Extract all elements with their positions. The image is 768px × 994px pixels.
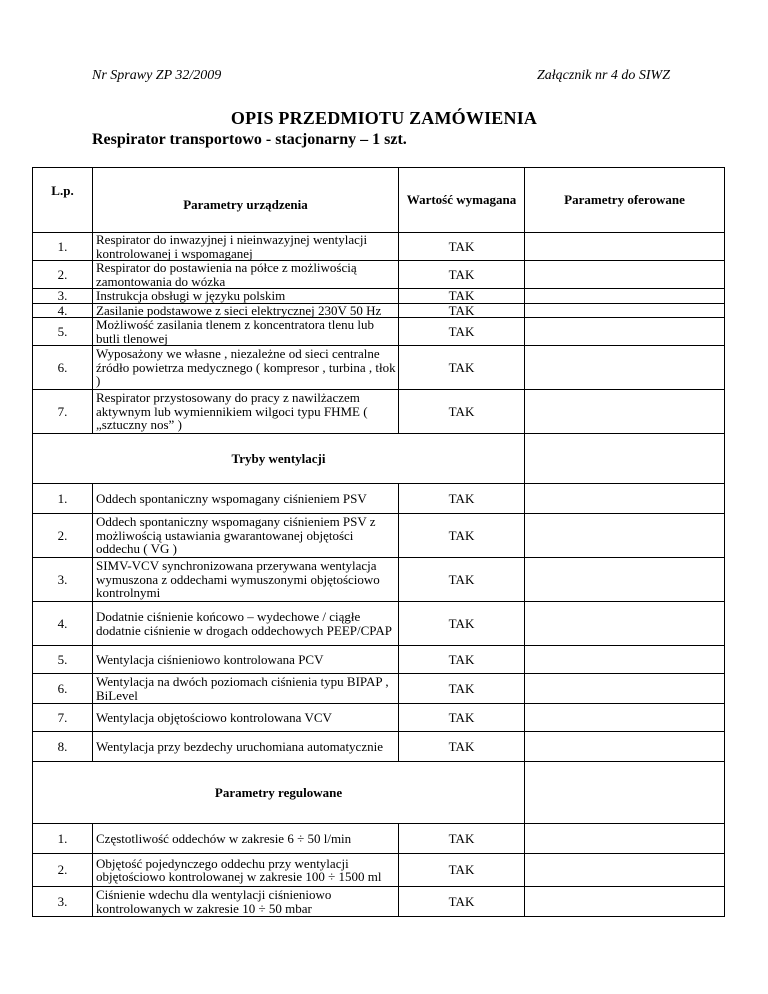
- row-offered-value[interactable]: [525, 854, 725, 887]
- document-subtitle: Respirator transportowo - stacjonarny – 1 szt.: [92, 131, 407, 148]
- row-offered-value[interactable]: [525, 824, 725, 854]
- row-offered-value[interactable]: [525, 732, 725, 762]
- row-parameter: Wentylacja ciśnieniowo kontrolowana PCV: [93, 646, 399, 674]
- row-number: 1.: [33, 484, 93, 514]
- row-parameter: Wentylacja przy bezdechy uruchomiana automatycznie: [93, 732, 399, 762]
- row-offered-value[interactable]: [525, 233, 725, 261]
- row-required-value: TAK: [399, 261, 525, 289]
- row-number: 4.: [33, 602, 93, 646]
- table-row: [33, 261, 725, 289]
- row-required-value: TAK: [399, 289, 525, 304]
- row-offered-value[interactable]: [525, 887, 725, 917]
- table-row: [33, 514, 725, 558]
- row-required-value: TAK: [399, 854, 525, 887]
- row-offered-value[interactable]: [525, 484, 725, 514]
- table-row: [33, 824, 725, 854]
- row-parameter: Oddech spontaniczny wspomagany ciśnieniem PSV: [93, 484, 399, 514]
- row-required-value: TAK: [399, 346, 525, 390]
- row-offered-value[interactable]: [525, 704, 725, 732]
- section-ventilation-modes-title: Tryby wentylacji: [33, 434, 525, 484]
- row-number: 2.: [33, 261, 93, 289]
- row-required-value: TAK: [399, 318, 525, 346]
- section-regulated-parameters: [33, 762, 725, 824]
- row-number: 3.: [33, 887, 93, 917]
- row-parameter: Respirator do inwazyjnej i nieinwazyjnej wentylacji kontrolowanej i wspomaganej: [93, 233, 399, 261]
- row-required-value: TAK: [399, 390, 525, 434]
- row-number: 5.: [33, 646, 93, 674]
- table-row: [33, 484, 725, 514]
- col-header-required: Wartość wymagana: [399, 168, 525, 233]
- row-parameter: Możliwość zasilania tlenem z koncentratora tlenu lub butli tlenowej: [93, 318, 399, 346]
- row-required-value: TAK: [399, 233, 525, 261]
- row-number: 5.: [33, 318, 93, 346]
- attachment-label: Załącznik nr 4 do SIWZ: [537, 68, 670, 83]
- row-offered-value[interactable]: [525, 346, 725, 390]
- row-offered-value[interactable]: [525, 303, 725, 318]
- row-number: 2.: [33, 854, 93, 887]
- table-row: [33, 887, 725, 917]
- row-offered-value[interactable]: [525, 674, 725, 704]
- row-offered-value[interactable]: [525, 434, 725, 484]
- row-required-value: TAK: [399, 674, 525, 704]
- row-parameter: Oddech spontaniczny wspomagany ciśnieniem PSV z możliwością ustawiania gwarantowanej objętości oddechu ( VG ): [93, 514, 399, 558]
- row-parameter: Respirator przystosowany do pracy z nawilżaczem aktywnym lub wymiennikiem wilgoci typu FHME ( „sztuczny nos” ): [93, 390, 399, 434]
- case-number: Nr Sprawy ZP 32/2009: [92, 68, 222, 83]
- row-offered-value[interactable]: [525, 762, 725, 824]
- table-row: [33, 390, 725, 434]
- row-required-value: TAK: [399, 514, 525, 558]
- table-row: [33, 602, 725, 646]
- specification-table: [32, 167, 725, 917]
- table-row: [33, 854, 725, 887]
- row-parameter: Wentylacja na dwóch poziomach ciśnienia typu BIPAP , BiLevel: [93, 674, 399, 704]
- row-number: 1.: [33, 824, 93, 854]
- row-parameter: Dodatnie ciśnienie końcowo – wydechowe / ciągłe dodatnie ciśnienie w drogach oddechowych PEEP/CPAP: [93, 602, 399, 646]
- row-offered-value[interactable]: [525, 646, 725, 674]
- row-required-value: TAK: [399, 558, 525, 602]
- row-required-value: TAK: [399, 646, 525, 674]
- row-offered-value[interactable]: [525, 390, 725, 434]
- row-parameter: Respirator do postawienia na półce z możliwością zamontowania do wózka: [93, 261, 399, 289]
- table-row: [33, 674, 725, 704]
- col-header-params: Parametry urządzenia: [93, 168, 399, 233]
- row-parameter: Częstotliwość oddechów w zakresie 6 ÷ 50 l/min: [93, 824, 399, 854]
- col-header-lp: L.p.: [33, 168, 93, 233]
- table-header-row: [33, 168, 725, 233]
- table-row: [33, 346, 725, 390]
- row-number: 3.: [33, 558, 93, 602]
- section-ventilation-modes: [33, 434, 725, 484]
- table-row: [33, 646, 725, 674]
- row-required-value: TAK: [399, 484, 525, 514]
- row-parameter: Ciśnienie wdechu dla wentylacji ciśnieniowo kontrolowanych w zakresie 10 ÷ 50 mbar: [93, 887, 399, 917]
- row-number: 3.: [33, 289, 93, 304]
- row-number: 7.: [33, 704, 93, 732]
- row-number: 6.: [33, 346, 93, 390]
- row-number: 4.: [33, 303, 93, 318]
- document-title: OPIS PRZEDMIOTU ZAMÓWIENIA: [230, 108, 538, 128]
- row-parameter: SIMV-VCV synchronizowana przerywana wentylacja wymuszona z oddechami wymuszonymi objętościowo kontrolnymi: [93, 558, 399, 602]
- row-required-value: TAK: [399, 824, 525, 854]
- row-offered-value[interactable]: [525, 318, 725, 346]
- row-number: 2.: [33, 514, 93, 558]
- row-offered-value[interactable]: [525, 514, 725, 558]
- section-regulated-parameters-title: Parametry regulowane: [33, 762, 525, 824]
- table-row: [33, 303, 725, 318]
- row-required-value: TAK: [399, 704, 525, 732]
- row-required-value: TAK: [399, 887, 525, 917]
- table-row: [33, 732, 725, 762]
- row-offered-value[interactable]: [525, 558, 725, 602]
- row-parameter: Instrukcja obsługi w języku polskim: [93, 289, 399, 304]
- row-parameter: Wyposażony we własne , niezależne od sieci centralne źródło powietrza medycznego ( kompresor , turbina , tłok ): [93, 346, 399, 390]
- col-header-offered: Parametry oferowane: [525, 168, 725, 233]
- row-number: 7.: [33, 390, 93, 434]
- table-row: [33, 704, 725, 732]
- table-row: [33, 318, 725, 346]
- table-row: [33, 289, 725, 304]
- row-offered-value[interactable]: [525, 289, 725, 304]
- row-required-value: TAK: [399, 602, 525, 646]
- row-number: 1.: [33, 233, 93, 261]
- table-row: [33, 233, 725, 261]
- row-parameter: Wentylacja objętościowo kontrolowana VCV: [93, 704, 399, 732]
- table-row: [33, 558, 725, 602]
- row-parameter: Objętość pojedynczego oddechu przy wentylacji objętościowo kontrolowanej w zakresie 100 ÷ 1500 ml: [93, 854, 399, 887]
- row-offered-value[interactable]: [525, 261, 725, 289]
- row-number: 8.: [33, 732, 93, 762]
- row-number: 6.: [33, 674, 93, 704]
- row-parameter: Zasilanie podstawowe z sieci elektrycznej 230V 50 Hz: [93, 303, 399, 318]
- row-required-value: TAK: [399, 732, 525, 762]
- row-required-value: TAK: [399, 303, 525, 318]
- row-offered-value[interactable]: [525, 602, 725, 646]
